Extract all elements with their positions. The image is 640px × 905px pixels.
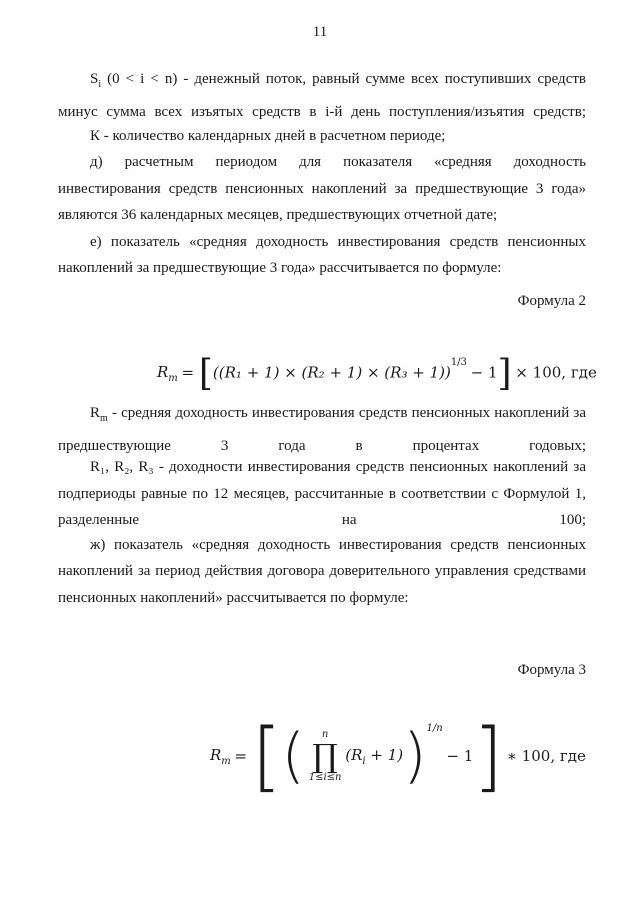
formula-3-tail: ∗ 100, где — [506, 747, 586, 765]
item-zh-line1: ж) показатель «средняя доходность инвестирования средств пенсионных — [90, 537, 586, 553]
si-definition — [58, 66, 586, 125]
item-e-line2: накоплений за предшествующие 3 года» рассчитывается по формуле: — [58, 260, 502, 276]
product-operator: n ∏ 1≤i≤n — [308, 729, 342, 783]
item-d-line3: являются 36 календарных месяцев, предшествующих отчетной дате; — [58, 207, 498, 223]
formula-3-minus: − 1 — [446, 747, 474, 765]
formula-3-body: $(R_i + 1)$ — [345, 745, 404, 767]
formula-3: $R_m$ = [( n ∏ 1≤i≤n $(R_i + 1))^{1/n} - 1$] ∗ 100, где — [210, 711, 586, 800]
item-zh-line3: пенсионных накоплений» рассчитывается по формуле: — [58, 590, 409, 606]
si-symbol: $S_i$ — [90, 71, 102, 90]
item-e-line1: е) показатель «средняя доходность инвестирования средств пенсионных — [90, 234, 586, 250]
si-text: (0 < i < n) - денежный поток, равный сумме всех поступивших средств минус сумма всех изъятых средств в i-й день поступления/изъятия средств; — [58, 71, 586, 120]
item-d-line1: д) расчетным периодом для показателя «средняя доходность — [90, 154, 586, 170]
formula-2-minus: − 1 — [470, 363, 498, 382]
formula-2-lhs: $R_m$ — [157, 363, 178, 385]
k-definition: К - количество календарных дней в расчетном периоде; — [90, 128, 446, 144]
formula-2: $R_m = [((R_1 + 1) \times (R_2 + 1) \times (R_3 + 1))^{1/3} - 1] \times 100$, где — [157, 353, 597, 394]
page-number: 11 — [312, 24, 328, 40]
formula-3-label: Формула 3 — [517, 662, 586, 678]
formula-2-body: ((R₁ + 1) × (R₂ + 1) × (R₃ + 1)) — [212, 363, 451, 382]
rm-definition — [58, 400, 586, 459]
rm-symbol: $R_m$ — [90, 405, 108, 424]
r123-definition — [58, 454, 586, 534]
formula-2-tail: × 100, где — [515, 363, 597, 382]
formula-3-lhs: $R_m$ — [210, 745, 231, 767]
r123-text: - доходности инвестирования средств пенсионных накоплений за подпериоды равные по 12 месяцев, рассчитанные в соответствии с Формулой 1, разделенные на 100; — [58, 459, 586, 528]
formula-2-label: Формула 2 — [517, 293, 586, 309]
r123-symbols: R₁, R₂, R₃ — [90, 459, 154, 475]
rm-text: - средняя доходность инвестирования средств пенсионных накоплений за предшествующие 3 года в процентах годовых; — [58, 405, 586, 454]
formula-3-exponent: 1/n — [426, 723, 443, 735]
item-d-line2: инвестирования средств пенсионных накоплений за предшествующие 3 года» — [58, 181, 586, 197]
formula-2-exponent: 1/3 — [450, 357, 467, 369]
item-zh-line2: накоплений за период действия договора доверительного управления средствами — [58, 563, 586, 579]
